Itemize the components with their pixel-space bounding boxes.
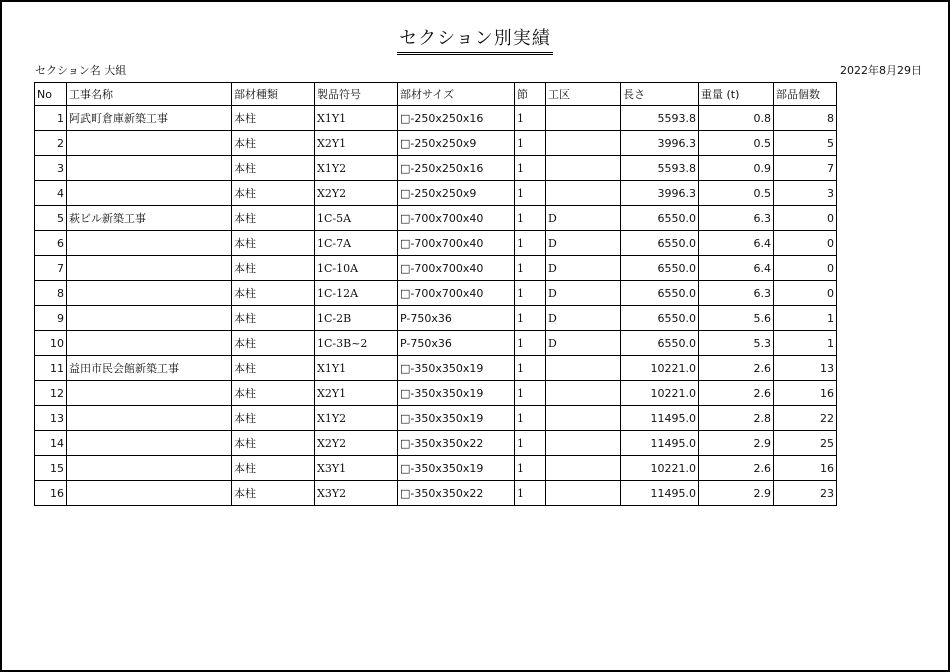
cell-member-size: □-350x350x22 bbox=[398, 431, 515, 456]
cell-weight: 6.4 bbox=[699, 256, 774, 281]
cell-weight: 2.6 bbox=[699, 381, 774, 406]
col-header-project: 工事名称 bbox=[67, 83, 232, 106]
cell-project bbox=[67, 231, 232, 256]
cell-product-code: X2Y2 bbox=[315, 431, 398, 456]
cell-length: 5593.8 bbox=[621, 106, 699, 131]
cell-length: 6550.0 bbox=[621, 331, 699, 356]
cell-member-size: □-700x700x40 bbox=[398, 231, 515, 256]
col-header-setsu: 節 bbox=[515, 83, 546, 106]
cell-area bbox=[546, 406, 621, 431]
cell-product-code: 1C-12A bbox=[315, 281, 398, 306]
cell-member-type: 本柱 bbox=[232, 131, 315, 156]
cell-project bbox=[67, 256, 232, 281]
cell-setsu: 1 bbox=[515, 406, 546, 431]
cell-length: 10221.0 bbox=[621, 356, 699, 381]
cell-weight: 0.8 bbox=[699, 106, 774, 131]
cell-member-type: 本柱 bbox=[232, 181, 315, 206]
cell-no: 14 bbox=[35, 431, 67, 456]
cell-member-size: □-350x350x19 bbox=[398, 456, 515, 481]
cell-part-count: 13 bbox=[774, 356, 837, 381]
cell-member-type: 本柱 bbox=[232, 306, 315, 331]
cell-setsu: 1 bbox=[515, 431, 546, 456]
cell-weight: 5.6 bbox=[699, 306, 774, 331]
cell-setsu: 1 bbox=[515, 131, 546, 156]
cell-project bbox=[67, 481, 232, 506]
cell-length: 10221.0 bbox=[621, 381, 699, 406]
cell-member-size: □-250x250x9 bbox=[398, 131, 515, 156]
cell-project bbox=[67, 406, 232, 431]
col-header-weight: 重量 (t) bbox=[699, 83, 774, 106]
cell-area: D bbox=[546, 331, 621, 356]
cell-member-type: 本柱 bbox=[232, 331, 315, 356]
cell-part-count: 0 bbox=[774, 206, 837, 231]
cell-member-size: □-250x250x16 bbox=[398, 106, 515, 131]
cell-length: 5593.8 bbox=[621, 156, 699, 181]
cell-area: D bbox=[546, 256, 621, 281]
cell-part-count: 3 bbox=[774, 181, 837, 206]
cell-area bbox=[546, 481, 621, 506]
cell-part-count: 5 bbox=[774, 131, 837, 156]
cell-part-count: 7 bbox=[774, 156, 837, 181]
table-row bbox=[35, 231, 837, 256]
cell-length: 6550.0 bbox=[621, 256, 699, 281]
results-table bbox=[34, 82, 837, 506]
table-row bbox=[35, 131, 837, 156]
cell-part-count: 16 bbox=[774, 381, 837, 406]
cell-area bbox=[546, 106, 621, 131]
col-header-no: No bbox=[35, 83, 67, 106]
cell-no: 6 bbox=[35, 231, 67, 256]
cell-part-count: 0 bbox=[774, 231, 837, 256]
cell-area bbox=[546, 456, 621, 481]
col-header-part-count: 部品個数 bbox=[774, 83, 837, 106]
cell-member-type: 本柱 bbox=[232, 356, 315, 381]
cell-setsu: 1 bbox=[515, 356, 546, 381]
cell-member-size: □-700x700x40 bbox=[398, 206, 515, 231]
cell-product-code: X3Y1 bbox=[315, 456, 398, 481]
table-header-row bbox=[35, 83, 837, 106]
cell-product-code: X3Y2 bbox=[315, 481, 398, 506]
cell-length: 6550.0 bbox=[621, 306, 699, 331]
cell-part-count: 1 bbox=[774, 306, 837, 331]
cell-project bbox=[67, 431, 232, 456]
cell-setsu: 1 bbox=[515, 206, 546, 231]
cell-length: 6550.0 bbox=[621, 231, 699, 256]
cell-member-type: 本柱 bbox=[232, 431, 315, 456]
table-row bbox=[35, 181, 837, 206]
cell-member-size: □-350x350x22 bbox=[398, 481, 515, 506]
cell-member-size: □-700x700x40 bbox=[398, 256, 515, 281]
cell-member-size: □-250x250x16 bbox=[398, 156, 515, 181]
table-row bbox=[35, 356, 837, 381]
col-header-member-size: 部材サイズ bbox=[398, 83, 515, 106]
cell-weight: 2.9 bbox=[699, 481, 774, 506]
cell-weight: 0.5 bbox=[699, 181, 774, 206]
cell-product-code: X2Y1 bbox=[315, 381, 398, 406]
cell-product-code: X2Y2 bbox=[315, 181, 398, 206]
cell-setsu: 1 bbox=[515, 281, 546, 306]
cell-project: 益田市民会館新築工事 bbox=[67, 356, 232, 381]
cell-product-code: 1C-3B~2 bbox=[315, 331, 398, 356]
cell-member-type: 本柱 bbox=[232, 406, 315, 431]
cell-product-code: X1Y2 bbox=[315, 156, 398, 181]
cell-setsu: 1 bbox=[515, 181, 546, 206]
cell-member-size: □-350x350x19 bbox=[398, 381, 515, 406]
cell-length: 11495.0 bbox=[621, 481, 699, 506]
cell-project bbox=[67, 156, 232, 181]
cell-no: 1 bbox=[35, 106, 67, 131]
section-name-label: セクション名 大組 bbox=[35, 64, 127, 77]
cell-area bbox=[546, 431, 621, 456]
table-body bbox=[35, 106, 837, 506]
cell-length: 6550.0 bbox=[621, 206, 699, 231]
cell-no: 13 bbox=[35, 406, 67, 431]
cell-area: D bbox=[546, 306, 621, 331]
cell-weight: 0.5 bbox=[699, 131, 774, 156]
cell-weight: 2.6 bbox=[699, 356, 774, 381]
cell-project bbox=[67, 381, 232, 406]
table-row bbox=[35, 281, 837, 306]
cell-part-count: 0 bbox=[774, 281, 837, 306]
cell-member-size: □-250x250x9 bbox=[398, 181, 515, 206]
cell-member-size: P-750x36 bbox=[398, 306, 515, 331]
cell-part-count: 0 bbox=[774, 256, 837, 281]
cell-area bbox=[546, 156, 621, 181]
cell-setsu: 1 bbox=[515, 106, 546, 131]
cell-setsu: 1 bbox=[515, 456, 546, 481]
table-row bbox=[35, 206, 837, 231]
cell-part-count: 23 bbox=[774, 481, 837, 506]
cell-no: 12 bbox=[35, 381, 67, 406]
table-row bbox=[35, 406, 837, 431]
cell-part-count: 1 bbox=[774, 331, 837, 356]
cell-length: 11495.0 bbox=[621, 431, 699, 456]
col-header-area: 工区 bbox=[546, 83, 621, 106]
cell-no: 8 bbox=[35, 281, 67, 306]
table-row bbox=[35, 256, 837, 281]
cell-no: 3 bbox=[35, 156, 67, 181]
cell-member-type: 本柱 bbox=[232, 256, 315, 281]
table-row bbox=[35, 481, 837, 506]
cell-no: 7 bbox=[35, 256, 67, 281]
cell-project: 阿武町倉庫新築工事 bbox=[67, 106, 232, 131]
col-header-member-type: 部材種類 bbox=[232, 83, 315, 106]
cell-member-type: 本柱 bbox=[232, 156, 315, 181]
cell-project bbox=[67, 181, 232, 206]
cell-area: D bbox=[546, 281, 621, 306]
cell-product-code: X2Y1 bbox=[315, 131, 398, 156]
cell-area bbox=[546, 181, 621, 206]
cell-area: D bbox=[546, 231, 621, 256]
cell-no: 10 bbox=[35, 331, 67, 356]
cell-member-type: 本柱 bbox=[232, 381, 315, 406]
cell-part-count: 8 bbox=[774, 106, 837, 131]
cell-member-type: 本柱 bbox=[232, 456, 315, 481]
col-header-length: 長さ bbox=[621, 83, 699, 106]
cell-no: 2 bbox=[35, 131, 67, 156]
cell-product-code: 1C-7A bbox=[315, 231, 398, 256]
cell-no: 4 bbox=[35, 181, 67, 206]
cell-weight: 2.6 bbox=[699, 456, 774, 481]
cell-length: 3996.3 bbox=[621, 131, 699, 156]
table-row bbox=[35, 106, 837, 131]
cell-project bbox=[67, 131, 232, 156]
cell-length: 6550.0 bbox=[621, 281, 699, 306]
cell-weight: 2.8 bbox=[699, 406, 774, 431]
cell-part-count: 22 bbox=[774, 406, 837, 431]
cell-length: 11495.0 bbox=[621, 406, 699, 431]
cell-setsu: 1 bbox=[515, 306, 546, 331]
cell-project bbox=[67, 456, 232, 481]
cell-setsu: 1 bbox=[515, 381, 546, 406]
report-title: セクション別実績 bbox=[397, 24, 553, 55]
cell-length: 10221.0 bbox=[621, 456, 699, 481]
cell-member-type: 本柱 bbox=[232, 281, 315, 306]
cell-setsu: 1 bbox=[515, 331, 546, 356]
table-row bbox=[35, 431, 837, 456]
cell-weight: 0.9 bbox=[699, 156, 774, 181]
cell-setsu: 1 bbox=[515, 156, 546, 181]
cell-project bbox=[67, 281, 232, 306]
cell-length: 3996.3 bbox=[621, 181, 699, 206]
table-row bbox=[35, 331, 837, 356]
cell-area bbox=[546, 131, 621, 156]
cell-part-count: 16 bbox=[774, 456, 837, 481]
cell-no: 5 bbox=[35, 206, 67, 231]
cell-member-type: 本柱 bbox=[232, 231, 315, 256]
cell-no: 11 bbox=[35, 356, 67, 381]
cell-project bbox=[67, 306, 232, 331]
cell-product-code: X1Y1 bbox=[315, 106, 398, 131]
table-row bbox=[35, 456, 837, 481]
cell-member-size: □-350x350x19 bbox=[398, 356, 515, 381]
cell-product-code: X1Y1 bbox=[315, 356, 398, 381]
cell-no: 15 bbox=[35, 456, 67, 481]
cell-area bbox=[546, 381, 621, 406]
table-row bbox=[35, 381, 837, 406]
cell-product-code: 1C-10A bbox=[315, 256, 398, 281]
cell-no: 9 bbox=[35, 306, 67, 331]
cell-member-type: 本柱 bbox=[232, 106, 315, 131]
cell-member-type: 本柱 bbox=[232, 481, 315, 506]
cell-member-size: P-750x36 bbox=[398, 331, 515, 356]
cell-product-code: 1C-2B bbox=[315, 306, 398, 331]
cell-member-size: □-350x350x19 bbox=[398, 406, 515, 431]
cell-area: D bbox=[546, 206, 621, 231]
cell-product-code: 1C-5A bbox=[315, 206, 398, 231]
cell-setsu: 1 bbox=[515, 231, 546, 256]
cell-member-type: 本柱 bbox=[232, 206, 315, 231]
cell-weight: 6.3 bbox=[699, 281, 774, 306]
cell-no: 16 bbox=[35, 481, 67, 506]
cell-weight: 2.9 bbox=[699, 431, 774, 456]
cell-product-code: X1Y2 bbox=[315, 406, 398, 431]
cell-area bbox=[546, 356, 621, 381]
cell-setsu: 1 bbox=[515, 481, 546, 506]
cell-member-size: □-700x700x40 bbox=[398, 281, 515, 306]
cell-weight: 5.3 bbox=[699, 331, 774, 356]
cell-weight: 6.4 bbox=[699, 231, 774, 256]
cell-setsu: 1 bbox=[515, 256, 546, 281]
cell-project: 萩ビル新築工事 bbox=[67, 206, 232, 231]
table-row bbox=[35, 156, 837, 181]
table-row bbox=[35, 306, 837, 331]
cell-weight: 6.3 bbox=[699, 206, 774, 231]
report-title-wrap bbox=[2, 24, 948, 55]
report-date: 2022年8月29日 bbox=[840, 64, 922, 77]
col-header-product-code: 製品符号 bbox=[315, 83, 398, 106]
cell-part-count: 25 bbox=[774, 431, 837, 456]
cell-project bbox=[67, 331, 232, 356]
